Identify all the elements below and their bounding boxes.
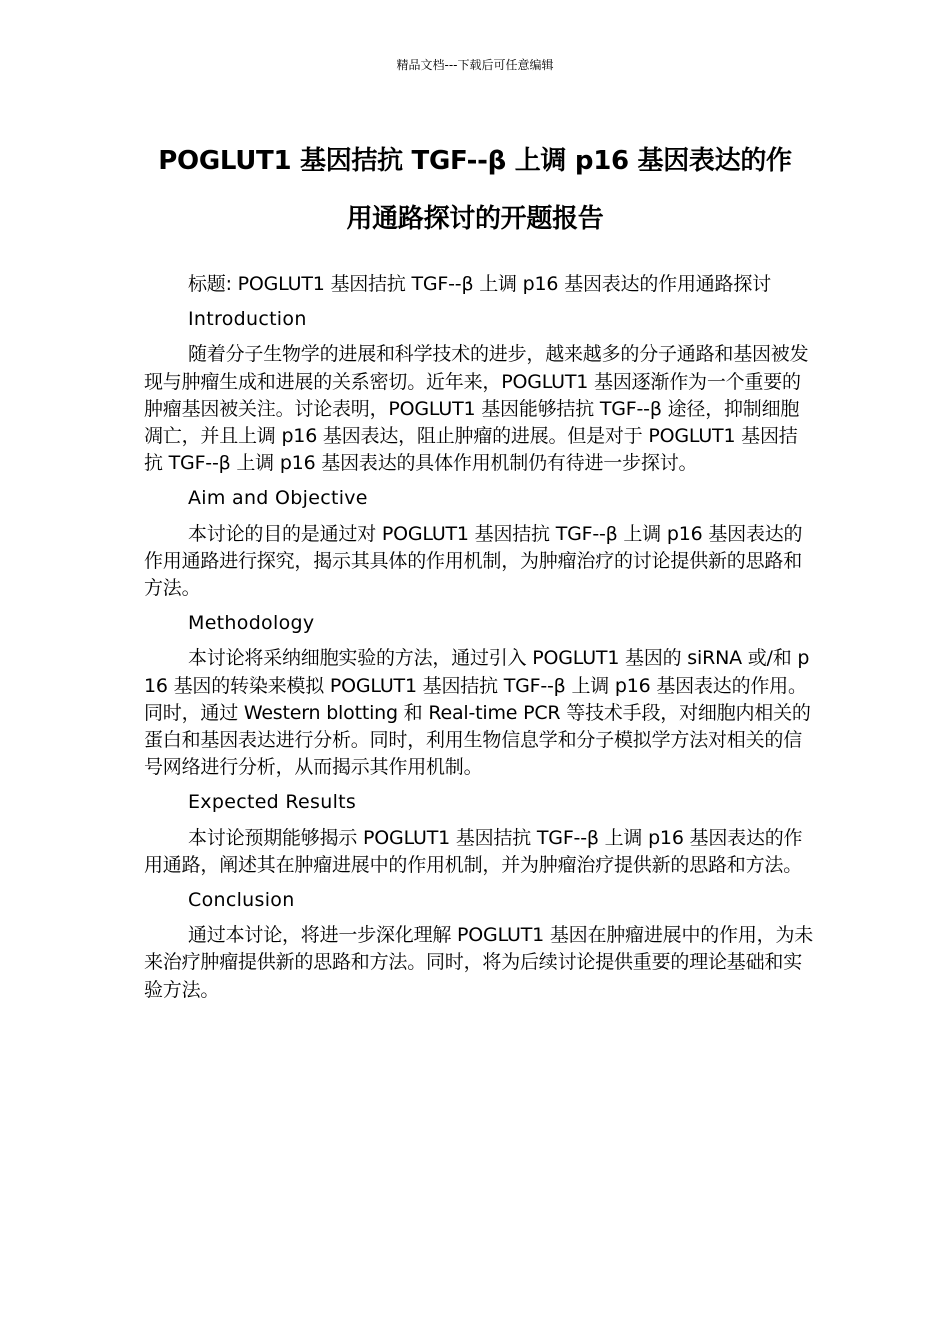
methodology-paragraph: 本讨论将采纳细胞实验的方法，通过引入 POGLUT1 基因的 siRNA 或/和 p16 基因的转染来模拟 POGLUT1 基因拮抗 TGF--β 上调 p16 基因表达的作用。同时，通过 Western blotting 和 Real-time PCR 等技术手段，对细胞内相关的蛋白和基因表达进行分析。同时，利用生物信息学和分子模拟学方法对相关的信号网络进行分析，从而揭示其作用机制。 bbox=[144, 647, 811, 779]
title-label-paragraph: 标题: POGLUT1 基因拮抗 TGF--β 上调 p16 基因表达的作用通路探讨 bbox=[188, 273, 771, 295]
document-body bbox=[144, 271, 816, 1012]
expected-results-heading: Expected Results bbox=[188, 791, 357, 814]
introduction-heading: Introduction bbox=[188, 308, 307, 331]
page-header: 精品文档---下载后可任意编辑 bbox=[396, 58, 554, 72]
document-title bbox=[120, 132, 830, 248]
conclusion-paragraph: 通过本讨论，将进一步深化理解 POGLUT1 基因在肿瘤进展中的作用，为未来治疗肿瘤提供新的思路和方法。同时，将为后续讨论提供重要的理论基础和实验方法。 bbox=[144, 924, 814, 1001]
methodology-heading: Methodology bbox=[188, 612, 315, 635]
expected-results-paragraph: 本讨论预期能够揭示 POGLUT1 基因拮抗 TGF--β 上调 p16 基因表达的作用通路，阐述其在肿瘤进展中的作用机制，并为肿瘤治疗提供新的思路和方法。 bbox=[144, 826, 803, 876]
aim-paragraph: 本讨论的目的是通过对 POGLUT1 基因拮抗 TGF--β 上调 p16 基因表达的作用通路进行探究，揭示其具体的作用机制，为肿瘤治疗的讨论提供新的思路和方法。 bbox=[144, 522, 803, 600]
introduction-paragraph: 随着分子生物学的进展和科学技术的进步，越来越多的分子通路和基因被发现与肿瘤生成和进展的关系密切。近年来，POGLUT1 基因逐渐作为一个重要的肿瘤基因被关注。讨论表明，POGLUT1 基因能够拮抗 TGF--β 途径，抑制细胞凋亡，并且上调 p16 基因表达，阻止肿瘤的进展。但是对于 POGLUT1 基因拮抗 TGF--β 上调 p16 基因表达的具体作用机制仍有待进一步探讨。 bbox=[144, 343, 809, 475]
conclusion-heading: Conclusion bbox=[188, 889, 295, 912]
document-title-line-2: 用通路探讨的开题报告 bbox=[346, 204, 604, 234]
aim-heading: Aim and Objective bbox=[188, 487, 368, 510]
document-title-line-1: POGLUT1 基因拮抗 TGF--β 上调 p16 基因表达的作 bbox=[158, 146, 792, 176]
